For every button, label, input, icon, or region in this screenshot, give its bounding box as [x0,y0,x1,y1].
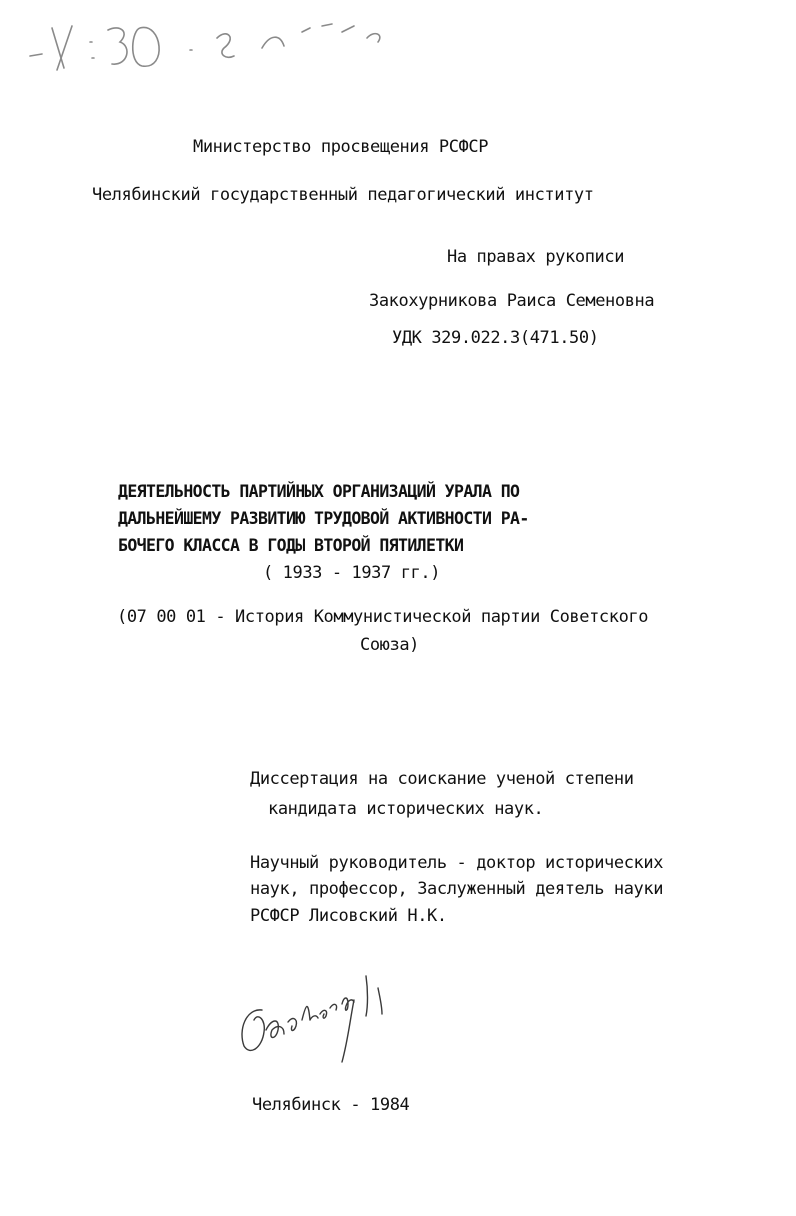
dissertation-line-1: Диссертация на соискание ученой степени [250,769,634,789]
city-year: Челябинск - 1984 [252,1095,410,1115]
title-line-2: ДАЛЬНЕЙШЕМУ РАЗВИТИЮ ТРУДОВОЙ АКТИВНОСТИ РА- [118,509,529,528]
specialty-line-1: (07 00 01 - История Коммунистической партии Советского [117,607,649,627]
title-line-3: БОЧЕГО КЛАССА В ГОДЫ ВТОРОЙ ПЯТИЛЕТКИ [118,536,464,555]
title-line-1: ДЕЯТЕЛЬНОСТЬ ПАРТИЙНЫХ ОРГАНИЗАЦИЙ УРАЛА ПО [118,482,520,501]
institute-line: Челябинский государственный педагогический институт [92,185,594,205]
author-name: Закохурникова Раиса Семеновна [369,291,655,311]
handwritten-signature [232,960,402,1070]
title-years: ( 1933 - 1937 гг.) [263,563,441,583]
supervisor-line-1: Научный руководитель - доктор исторических [250,853,664,873]
corner-pencil-mark [12,8,412,78]
supervisor-line-3: РСФСР Лисовский Н.К. [250,906,447,926]
ministry-line: Министерство просвещения РСФСР [193,137,489,157]
supervisor-line-2: наук, профессор, Заслуженный деятель науки [250,879,664,899]
dissertation-line-2: кандидата исторических наук. [268,799,544,819]
manuscript-note: На правах рукописи [447,247,625,267]
specialty-line-2: Союза) [360,635,420,655]
udc-code: УДК 329.022.3(471.50) [392,328,599,348]
